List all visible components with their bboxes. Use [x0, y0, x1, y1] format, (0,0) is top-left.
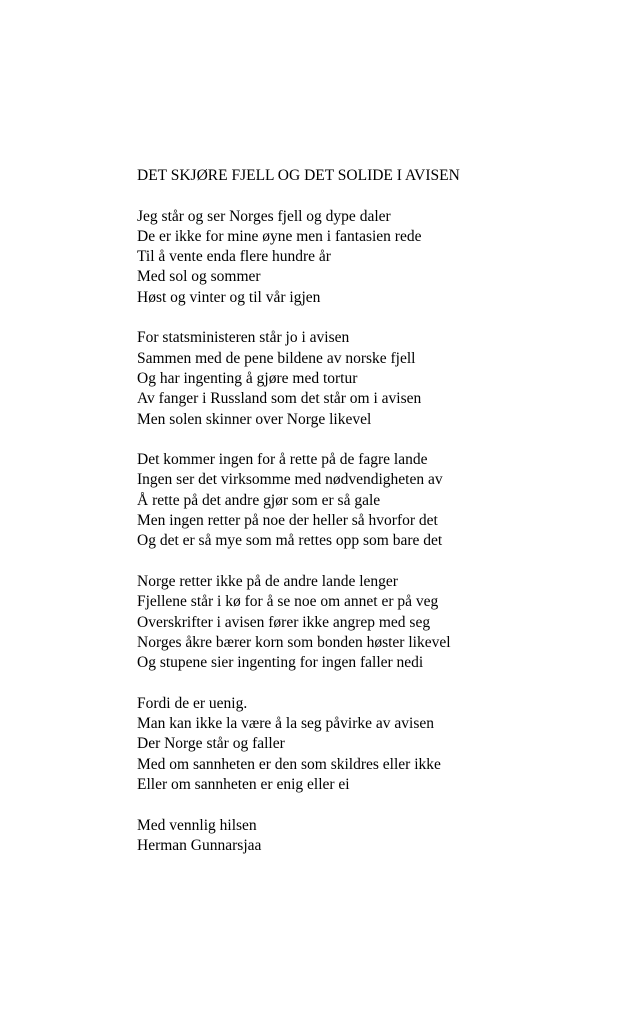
poem-line: Overskrifter i avisen fører ikke angrep med seg	[137, 613, 431, 631]
poem-line: For statsministeren står jo i avisen	[137, 329, 350, 347]
poem-line: Der Norge står og faller	[137, 735, 285, 753]
poem-line: Med sol og sommer	[137, 268, 261, 286]
closing-line: Med vennlig hilsen	[137, 816, 257, 834]
poem-line: Fjellene står i kø for å se noe om annet er på veg	[137, 593, 439, 611]
poem-line: Ingen ser det virksomme med nødvendigheten av	[137, 471, 443, 489]
poem	[137, 166, 607, 856]
poem-line: Fordi de er uenig.	[137, 694, 248, 712]
poem-line: Og stupene sier ingenting for ingen faller nedi	[137, 654, 424, 672]
poem-line: Eller om sannheten er enig eller ei	[137, 775, 350, 793]
stanza-2	[137, 328, 607, 429]
poem-line: Og det er så mye som må rettes opp som bare det	[137, 532, 443, 550]
poem-line: Høst og vinter og til vår igjen	[137, 288, 321, 306]
poem-line: Med om sannheten er den som skildres eller ikke	[137, 755, 441, 773]
poem-line: Til å vente enda flere hundre år	[137, 248, 331, 266]
signature-block	[137, 816, 607, 857]
poem-line: De er ikke for mine øyne men i fantasien rede	[137, 227, 422, 245]
poem-line: Jeg står og ser Norges fjell og dype daler	[137, 207, 391, 225]
stanza-1	[137, 207, 607, 308]
poem-line: Norges åkre bærer korn som bonden høster likevel	[137, 633, 451, 651]
signature-name: Herman Gunnarsjaa	[137, 836, 262, 854]
poem-line: Og har ingenting å gjøre med tortur	[137, 369, 358, 387]
stanza-4	[137, 572, 607, 673]
poem-title: DET SKJØRE FJELL OG DET SOLIDE I AVISEN	[137, 167, 460, 184]
poem-line: Å rette på det andre gjør som er så gale	[137, 491, 381, 509]
poem-line: Men solen skinner over Norge likevel	[137, 410, 372, 428]
poem-line: Av fanger i Russland som det står om i avisen	[137, 390, 422, 408]
poem-line: Det kommer ingen for å rette på de fagre lande	[137, 451, 428, 469]
poem-line: Norge retter ikke på de andre lande lenger	[137, 572, 398, 590]
poem-line: Sammen med de pene bildene av norske fjell	[137, 349, 416, 367]
stanza-5	[137, 694, 607, 795]
poem-line: Men ingen retter på noe der heller så hvorfor det	[137, 512, 438, 530]
stanza-3	[137, 450, 607, 551]
poem-line: Man kan ikke la være å la seg påvirke av avisen	[137, 715, 434, 733]
